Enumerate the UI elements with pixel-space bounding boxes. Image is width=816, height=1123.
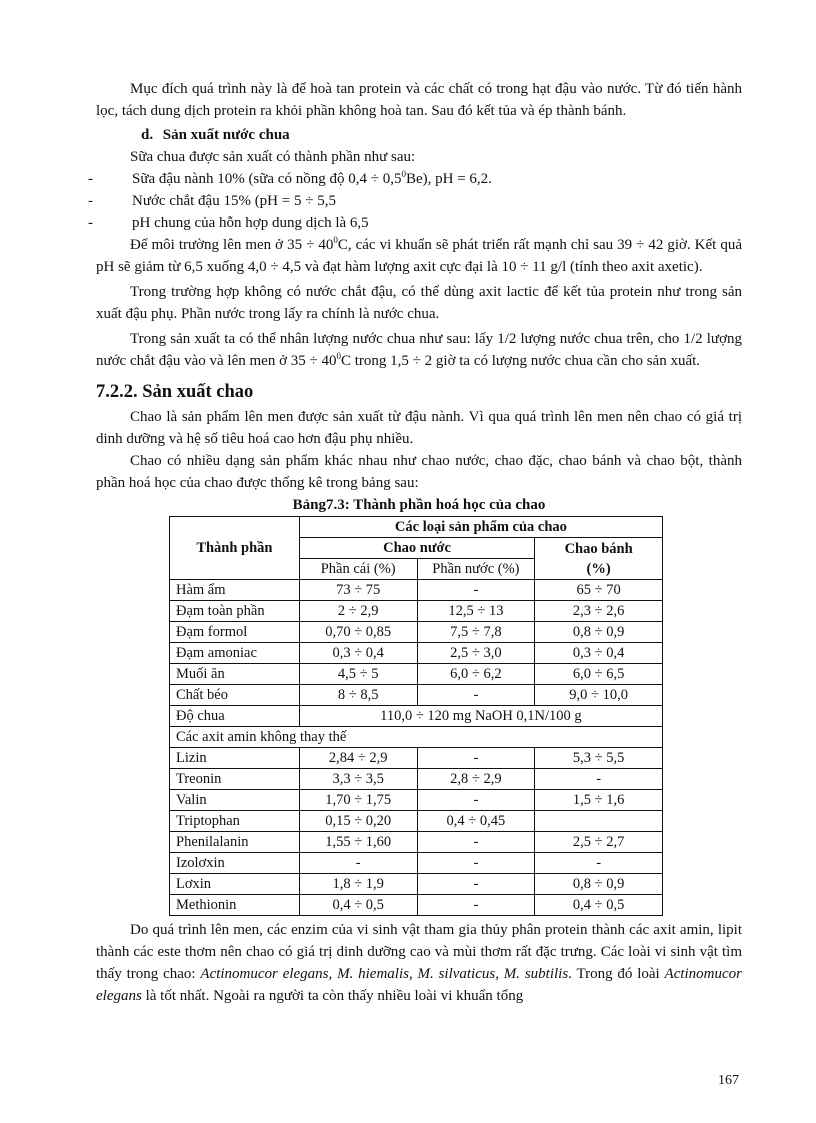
fermentation-paragraph: Để môi trường lên men ở $35 \div 40^0C$, các vi khuẩn sẽ phát triển rất mạnh chỉ sau 39 ÷ 42 giờ. Kết quả pH sẽ giảm từ 6,5 xuống 4,0 ÷ 4,5 và đạt hàm lượng axit cực đại là 10 ÷ 11 g/l (tính theo axit axetic). <box>96 235 742 275</box>
table-row <box>170 664 663 685</box>
table-cell: 0,8 ÷ 0,9 <box>535 874 663 895</box>
table-cell: 0,3 ÷ 0,4 <box>299 643 417 664</box>
table-cell: Izolơxin <box>170 853 300 874</box>
table-cell: 2 ÷ 2,9 <box>299 601 417 622</box>
table-cell: - <box>417 874 535 895</box>
table-cell: 0,4 ÷ 0,45 <box>417 811 535 832</box>
header-phan-nuoc: Phần nước (%) <box>417 559 535 580</box>
table-row <box>170 769 663 790</box>
table-row <box>170 790 663 811</box>
section-d-title: Sản xuất nước chua <box>162 127 290 143</box>
table-row <box>170 643 663 664</box>
section-d-heading <box>141 124 742 146</box>
table-cell: 1,55 ÷ 1,60 <box>299 832 417 853</box>
header-chao-nuoc: Chao nước <box>299 538 534 559</box>
table-cell: 0,70 ÷ 0,85 <box>299 622 417 643</box>
multiply-paragraph: Trong sản xuất ta có thể nhân lượng nước chua như sau: lấy 1/2 lượng nước chua trên, cho 1/2 lượng nước chắt đậu vào và lên men ở $35 \div 40^0C$ trong 1,5 ÷ 2 giờ ta có lượng nước chua cần cho sản xuất. <box>96 331 742 369</box>
table-cell <box>535 811 663 832</box>
table-cell: - <box>417 748 535 769</box>
list-item: - Nước chắt đậu 15% (pH = 5 ÷ 5,5 <box>88 193 336 209</box>
table-cell: Chất béo <box>170 685 300 706</box>
header-chao-banh: Chao bánh (%) <box>535 538 663 580</box>
table-cell: 4,5 ÷ 5 <box>299 664 417 685</box>
page-number: 167 <box>718 1073 739 1088</box>
table-cell: Phenilalanin <box>170 832 300 853</box>
table-cell: Lizin <box>170 748 300 769</box>
table-caption: Bảng7.3: Thành phần hoá học của chao <box>292 497 546 513</box>
table-cell: 2,84 ÷ 2,9 <box>299 748 417 769</box>
table-row <box>170 874 663 895</box>
table-row <box>170 811 663 832</box>
table-cell: 2,3 ÷ 2,6 <box>535 601 663 622</box>
table-cell: Đạm amoniac <box>170 643 300 664</box>
header-component: Thành phần <box>170 517 300 580</box>
header-phan-cai: Phần cái (%) <box>299 559 417 580</box>
table-cell: - <box>417 853 535 874</box>
table-row: Các axit amin không thay thế <box>170 727 663 748</box>
table-row <box>170 580 663 601</box>
list-item: - Sữa đậu nành 10% (sữa có nồng độ $0,4 \div 0,5^0Be$), pH = 6,2. <box>88 169 492 187</box>
table-row <box>170 832 663 853</box>
table-cell: 0,4 ÷ 0,5 <box>535 895 663 916</box>
header-product-types: Các loại sản phẩm của chao <box>299 517 662 538</box>
table-cell: 6,0 ÷ 6,5 <box>535 664 663 685</box>
chao-types-paragraph: Chao có nhiều dạng sản phẩm khác nhau như chao nước, chao đặc, chao bánh và chao bột, thành phần hoá học của chao được thống kê trong bảng sau: <box>96 453 742 491</box>
table-cell: - <box>535 853 663 874</box>
page-content <box>88 78 743 1007</box>
table-cell: - <box>417 580 535 601</box>
table-cell: 73 ÷ 75 <box>299 580 417 601</box>
table-cell: Muối ăn <box>170 664 300 685</box>
table-cell: Đạm toàn phần <box>170 601 300 622</box>
table-cell: 0,8 ÷ 0,9 <box>535 622 663 643</box>
table-row <box>170 622 663 643</box>
table-cell: 0,4 ÷ 0,5 <box>299 895 417 916</box>
table-cell: 6,0 ÷ 6,2 <box>417 664 535 685</box>
table-row <box>170 685 663 706</box>
table-cell: - <box>535 769 663 790</box>
table-cell: 2,5 ÷ 2,7 <box>535 832 663 853</box>
list-item: - pH chung của hỗn hợp dung dịch là 6,5 <box>88 215 369 231</box>
lactic-paragraph: Trong trường hợp không có nước chắt đậu, có thể dùng axit lactic để kết tủa protein như trong sản xuất đậu phụ. Phần nước trong lấy ra chính là nước chua. <box>96 284 742 322</box>
table-cell: 9,0 ÷ 10,0 <box>535 685 663 706</box>
table-cell: Valin <box>170 790 300 811</box>
ingredient-list <box>88 168 742 234</box>
chao-intro-paragraph: Chao là sản phẩm lên men được sản xuất từ đậu nành. Vì qua quá trình lên men nên chao có giá trị dinh dưỡng và hệ số tiêu hoá cao hơn đậu phụ nhiều. <box>96 409 742 447</box>
table-cell: 7,5 ÷ 7,8 <box>417 622 535 643</box>
table-row <box>170 853 663 874</box>
table-cell: 1,5 ÷ 1,6 <box>535 790 663 811</box>
table-row <box>170 748 663 769</box>
table-cell: Treonin <box>170 769 300 790</box>
table-cell: 65 ÷ 70 <box>535 580 663 601</box>
table-cell: - <box>417 832 535 853</box>
table-cell: Đạm formol <box>170 622 300 643</box>
table-cell: - <box>299 853 417 874</box>
table-row: Độ chua 110,0 ÷ 120 mg NaOH 0,1N/100 g <box>170 706 663 727</box>
table-cell: 0,3 ÷ 0,4 <box>535 643 663 664</box>
table-cell: 5,3 ÷ 5,5 <box>535 748 663 769</box>
table-cell: 1,8 ÷ 1,9 <box>299 874 417 895</box>
intro-paragraph: Mục đích quá trình này là để hoà tan protein và các chất có trong hạt đậu vào nước. Từ đó tiến hành lọc, tách dung dịch protein ra khỏi phần không hoà tan. Sau đó kết tủa và ép thành bánh. <box>96 81 742 119</box>
table-cell: 3,3 ÷ 3,5 <box>299 769 417 790</box>
table-cell: - <box>417 685 535 706</box>
table-cell: Triptophan <box>170 811 300 832</box>
table-cell: - <box>417 895 535 916</box>
table-cell: 1,70 ÷ 1,75 <box>299 790 417 811</box>
table-cell: 2,5 ÷ 3,0 <box>417 643 535 664</box>
table-cell: - <box>417 790 535 811</box>
table-cell: 2,8 ÷ 2,9 <box>417 769 535 790</box>
table-cell: 12,5 ÷ 13 <box>417 601 535 622</box>
closing-paragraph: Do quá trình lên men, các enzim của vi sinh vật tham gia thủy phân protein thành các axit amin, lipit thành các este thơm nên chao có giá trị dinh dưỡng cao và mùi thơm rất đặc trưng. Các loài vi sinh vật tìm thấy trong chao: Actinomucor elegans, M. hiemalis, M. silvaticus, M. subtilis. Trong đó loài Actinomucor elegans là tốt nhất. Ngoài ra người ta còn thấy nhiều loài vi khuẩn tổng <box>96 922 743 1004</box>
table-row <box>170 601 663 622</box>
table-cell: Methionin <box>170 895 300 916</box>
section-d-lead: Sữa chua được sản xuất có thành phần như sau: <box>130 149 416 165</box>
composition-table <box>169 516 663 916</box>
table-cell: Lơxin <box>170 874 300 895</box>
table-cell: 8 ÷ 8,5 <box>299 685 417 706</box>
section-heading-7-2-2: 7.2.2. Sản xuất chao <box>96 382 254 402</box>
section-d-letter: d. <box>141 127 154 143</box>
table-cell: 0,15 ÷ 0,20 <box>299 811 417 832</box>
table-row <box>170 895 663 916</box>
table-cell: Hàm ẩm <box>170 580 300 601</box>
